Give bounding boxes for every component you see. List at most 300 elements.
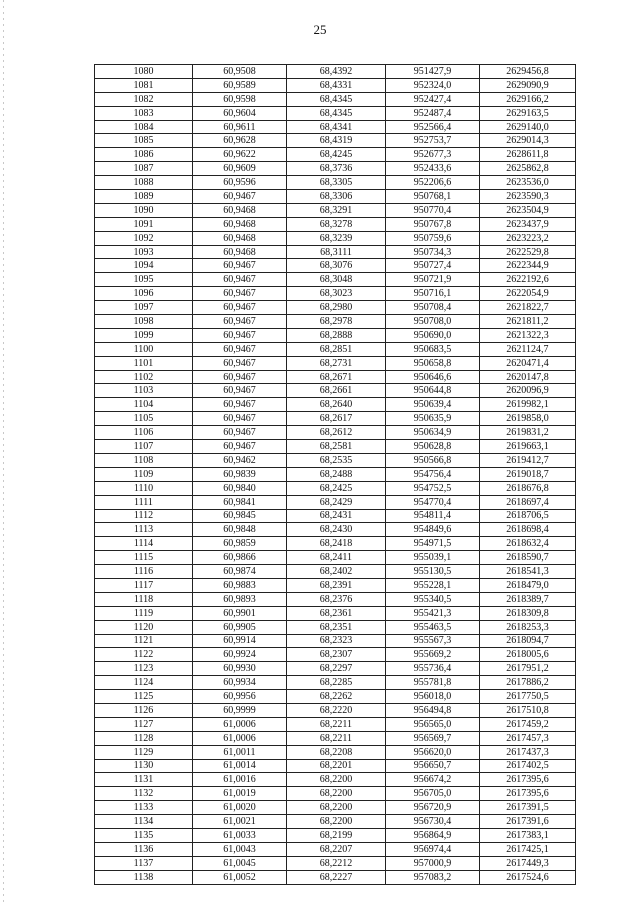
x-coordinate-cell: 955669,2 — [386, 648, 480, 662]
longitude-cell: 68,2200 — [287, 815, 386, 829]
table-row — [95, 273, 576, 287]
table-row — [95, 676, 576, 690]
y-coordinate-cell: 2617395,6 — [480, 787, 576, 801]
table-row — [95, 648, 576, 662]
longitude-cell: 68,2307 — [287, 648, 386, 662]
table-row — [95, 328, 576, 342]
point-number-cell: 1102 — [95, 370, 193, 384]
longitude-cell: 68,2391 — [287, 578, 386, 592]
table-row — [95, 370, 576, 384]
longitude-cell: 68,2980 — [287, 301, 386, 315]
point-number-cell: 1138 — [95, 870, 193, 884]
latitude-cell: 60,9934 — [193, 676, 287, 690]
x-coordinate-cell: 955736,4 — [386, 662, 480, 676]
y-coordinate-cell: 2617437,3 — [480, 745, 576, 759]
y-coordinate-cell: 2629014,3 — [480, 134, 576, 148]
latitude-cell: 60,9893 — [193, 592, 287, 606]
longitude-cell: 68,2488 — [287, 467, 386, 481]
longitude-cell: 68,2429 — [287, 495, 386, 509]
table-row — [95, 578, 576, 592]
table-row — [95, 231, 576, 245]
point-number-cell: 1080 — [95, 65, 193, 79]
longitude-cell: 68,2431 — [287, 509, 386, 523]
x-coordinate-cell: 950716,1 — [386, 287, 480, 301]
y-coordinate-cell: 2617449,3 — [480, 856, 576, 870]
longitude-cell: 68,4345 — [287, 92, 386, 106]
coordinates-table-body — [95, 65, 576, 885]
table-row — [95, 356, 576, 370]
x-coordinate-cell: 950635,9 — [386, 412, 480, 426]
longitude-cell: 68,4345 — [287, 106, 386, 120]
latitude-cell: 60,9467 — [193, 315, 287, 329]
latitude-cell: 60,9467 — [193, 287, 287, 301]
y-coordinate-cell: 2620147,8 — [480, 370, 576, 384]
longitude-cell: 68,4245 — [287, 148, 386, 162]
point-number-cell: 1083 — [95, 106, 193, 120]
table-row — [95, 426, 576, 440]
table-row — [95, 315, 576, 329]
longitude-cell: 68,3291 — [287, 203, 386, 217]
x-coordinate-cell: 954752,5 — [386, 481, 480, 495]
latitude-cell: 61,0021 — [193, 815, 287, 829]
y-coordinate-cell: 2618479,0 — [480, 578, 576, 592]
table-row — [95, 495, 576, 509]
x-coordinate-cell: 950658,8 — [386, 356, 480, 370]
longitude-cell: 68,3076 — [287, 259, 386, 273]
point-number-cell: 1099 — [95, 328, 193, 342]
latitude-cell: 60,9598 — [193, 92, 287, 106]
table-row — [95, 690, 576, 704]
table-row — [95, 440, 576, 454]
y-coordinate-cell: 2621322,3 — [480, 328, 576, 342]
table-row — [95, 620, 576, 634]
point-number-cell: 1095 — [95, 273, 193, 287]
longitude-cell: 68,3736 — [287, 162, 386, 176]
x-coordinate-cell: 952677,3 — [386, 148, 480, 162]
longitude-cell: 68,4341 — [287, 120, 386, 134]
x-coordinate-cell: 956494,8 — [386, 703, 480, 717]
table-row — [95, 759, 576, 773]
y-coordinate-cell: 2617951,2 — [480, 662, 576, 676]
latitude-cell: 60,9841 — [193, 495, 287, 509]
x-coordinate-cell: 955039,1 — [386, 551, 480, 565]
x-coordinate-cell: 955421,3 — [386, 606, 480, 620]
longitude-cell: 68,2227 — [287, 870, 386, 884]
x-coordinate-cell: 952566,4 — [386, 120, 480, 134]
longitude-cell: 68,2425 — [287, 481, 386, 495]
point-number-cell: 1128 — [95, 731, 193, 745]
x-coordinate-cell: 955567,3 — [386, 634, 480, 648]
latitude-cell: 60,9622 — [193, 148, 287, 162]
y-coordinate-cell: 2621822,7 — [480, 301, 576, 315]
x-coordinate-cell: 956730,4 — [386, 815, 480, 829]
y-coordinate-cell: 2621811,2 — [480, 315, 576, 329]
latitude-cell: 60,9845 — [193, 509, 287, 523]
latitude-cell: 60,9468 — [193, 217, 287, 231]
latitude-cell: 60,9999 — [193, 703, 287, 717]
latitude-cell: 60,9467 — [193, 301, 287, 315]
latitude-cell: 61,0019 — [193, 787, 287, 801]
longitude-cell: 68,4392 — [287, 65, 386, 79]
latitude-cell: 60,9883 — [193, 578, 287, 592]
x-coordinate-cell: 952753,7 — [386, 134, 480, 148]
longitude-cell: 68,2978 — [287, 315, 386, 329]
latitude-cell: 60,9924 — [193, 648, 287, 662]
page-number: 25 — [313, 22, 327, 37]
longitude-cell: 68,2262 — [287, 690, 386, 704]
table-row — [95, 481, 576, 495]
longitude-cell: 68,2212 — [287, 856, 386, 870]
point-number-cell: 1110 — [95, 481, 193, 495]
point-number-cell: 1124 — [95, 676, 193, 690]
longitude-cell: 68,3278 — [287, 217, 386, 231]
point-number-cell: 1086 — [95, 148, 193, 162]
latitude-cell: 60,9874 — [193, 565, 287, 579]
point-number-cell: 1131 — [95, 773, 193, 787]
y-coordinate-cell: 2617750,5 — [480, 690, 576, 704]
x-coordinate-cell: 950566,8 — [386, 453, 480, 467]
point-number-cell: 1082 — [95, 92, 193, 106]
table-row — [95, 134, 576, 148]
table-row — [95, 106, 576, 120]
x-coordinate-cell: 956720,9 — [386, 801, 480, 815]
table-row — [95, 509, 576, 523]
x-coordinate-cell: 955228,1 — [386, 578, 480, 592]
point-number-cell: 1112 — [95, 509, 193, 523]
latitude-cell: 60,9609 — [193, 162, 287, 176]
x-coordinate-cell: 952206,6 — [386, 176, 480, 190]
x-coordinate-cell: 950708,0 — [386, 315, 480, 329]
point-number-cell: 1116 — [95, 565, 193, 579]
latitude-cell: 60,9467 — [193, 426, 287, 440]
longitude-cell: 68,3306 — [287, 190, 386, 204]
table-row — [95, 217, 576, 231]
x-coordinate-cell: 950767,8 — [386, 217, 480, 231]
x-coordinate-cell: 956974,4 — [386, 842, 480, 856]
point-number-cell: 1106 — [95, 426, 193, 440]
latitude-cell: 60,9468 — [193, 203, 287, 217]
point-number-cell: 1098 — [95, 315, 193, 329]
latitude-cell: 61,0033 — [193, 828, 287, 842]
y-coordinate-cell: 2617402,5 — [480, 759, 576, 773]
table-row — [95, 176, 576, 190]
x-coordinate-cell: 956674,2 — [386, 773, 480, 787]
point-number-cell: 1135 — [95, 828, 193, 842]
latitude-cell: 61,0020 — [193, 801, 287, 815]
x-coordinate-cell: 950768,1 — [386, 190, 480, 204]
y-coordinate-cell: 2617391,6 — [480, 815, 576, 829]
table-row — [95, 120, 576, 134]
x-coordinate-cell: 957083,2 — [386, 870, 480, 884]
latitude-cell: 61,0006 — [193, 731, 287, 745]
latitude-cell: 60,9467 — [193, 356, 287, 370]
x-coordinate-cell: 950690,0 — [386, 328, 480, 342]
table-row — [95, 773, 576, 787]
table-row — [95, 815, 576, 829]
y-coordinate-cell: 2619831,2 — [480, 426, 576, 440]
y-coordinate-cell: 2619663,1 — [480, 440, 576, 454]
longitude-cell: 68,2201 — [287, 759, 386, 773]
point-number-cell: 1090 — [95, 203, 193, 217]
latitude-cell: 60,9467 — [193, 342, 287, 356]
y-coordinate-cell: 2623536,0 — [480, 176, 576, 190]
point-number-cell: 1101 — [95, 356, 193, 370]
table-row — [95, 412, 576, 426]
longitude-cell: 68,3048 — [287, 273, 386, 287]
point-number-cell: 1096 — [95, 287, 193, 301]
table-row — [95, 592, 576, 606]
x-coordinate-cell: 956018,0 — [386, 690, 480, 704]
point-number-cell: 1091 — [95, 217, 193, 231]
longitude-cell: 68,3111 — [287, 245, 386, 259]
x-coordinate-cell: 950639,4 — [386, 398, 480, 412]
latitude-cell: 61,0014 — [193, 759, 287, 773]
table-row — [95, 245, 576, 259]
table-row — [95, 662, 576, 676]
table-row — [95, 384, 576, 398]
table-row — [95, 398, 576, 412]
latitude-cell: 60,9467 — [193, 328, 287, 342]
latitude-cell: 60,9467 — [193, 259, 287, 273]
y-coordinate-cell: 2617425,1 — [480, 842, 576, 856]
y-coordinate-cell: 2617383,1 — [480, 828, 576, 842]
latitude-cell: 60,9467 — [193, 398, 287, 412]
y-coordinate-cell: 2620096,9 — [480, 384, 576, 398]
longitude-cell: 68,2851 — [287, 342, 386, 356]
y-coordinate-cell: 2621124,7 — [480, 342, 576, 356]
x-coordinate-cell: 955781,8 — [386, 676, 480, 690]
x-coordinate-cell: 950727,4 — [386, 259, 480, 273]
point-number-cell: 1130 — [95, 759, 193, 773]
x-coordinate-cell: 954971,5 — [386, 537, 480, 551]
longitude-cell: 68,2285 — [287, 676, 386, 690]
y-coordinate-cell: 2629163,5 — [480, 106, 576, 120]
table-row — [95, 523, 576, 537]
x-coordinate-cell: 950721,9 — [386, 273, 480, 287]
y-coordinate-cell: 2629166,2 — [480, 92, 576, 106]
point-number-cell: 1087 — [95, 162, 193, 176]
table-row — [95, 842, 576, 856]
longitude-cell: 68,3239 — [287, 231, 386, 245]
point-number-cell: 1115 — [95, 551, 193, 565]
table-row — [95, 870, 576, 884]
latitude-cell: 60,9467 — [193, 412, 287, 426]
latitude-cell: 60,9956 — [193, 690, 287, 704]
x-coordinate-cell: 950644,8 — [386, 384, 480, 398]
point-number-cell: 1125 — [95, 690, 193, 704]
table-row — [95, 342, 576, 356]
point-number-cell: 1129 — [95, 745, 193, 759]
longitude-cell: 68,2418 — [287, 537, 386, 551]
latitude-cell: 60,9467 — [193, 370, 287, 384]
longitude-cell: 68,2208 — [287, 745, 386, 759]
latitude-cell: 61,0006 — [193, 717, 287, 731]
y-coordinate-cell: 2617391,5 — [480, 801, 576, 815]
y-coordinate-cell: 2618253,3 — [480, 620, 576, 634]
point-number-cell: 1081 — [95, 78, 193, 92]
latitude-cell: 60,9468 — [193, 245, 287, 259]
table-row — [95, 92, 576, 106]
latitude-cell: 60,9596 — [193, 176, 287, 190]
y-coordinate-cell: 2617459,2 — [480, 717, 576, 731]
point-number-cell: 1121 — [95, 634, 193, 648]
point-number-cell: 1092 — [95, 231, 193, 245]
y-coordinate-cell: 2618698,4 — [480, 523, 576, 537]
point-number-cell: 1094 — [95, 259, 193, 273]
table-row — [95, 787, 576, 801]
y-coordinate-cell: 2625862,8 — [480, 162, 576, 176]
longitude-cell: 68,2199 — [287, 828, 386, 842]
y-coordinate-cell: 2618706,5 — [480, 509, 576, 523]
latitude-cell: 61,0016 — [193, 773, 287, 787]
longitude-cell: 68,2731 — [287, 356, 386, 370]
x-coordinate-cell: 952433,6 — [386, 162, 480, 176]
x-coordinate-cell: 952427,4 — [386, 92, 480, 106]
latitude-cell: 60,9840 — [193, 481, 287, 495]
table-row — [95, 703, 576, 717]
longitude-cell: 68,4331 — [287, 78, 386, 92]
y-coordinate-cell: 2618389,7 — [480, 592, 576, 606]
point-number-cell: 1088 — [95, 176, 193, 190]
x-coordinate-cell: 956565,0 — [386, 717, 480, 731]
y-coordinate-cell: 2622192,6 — [480, 273, 576, 287]
point-number-cell: 1117 — [95, 578, 193, 592]
longitude-cell: 68,2220 — [287, 703, 386, 717]
longitude-cell: 68,2376 — [287, 592, 386, 606]
longitude-cell: 68,2671 — [287, 370, 386, 384]
y-coordinate-cell: 2623504,9 — [480, 203, 576, 217]
y-coordinate-cell: 2618590,7 — [480, 551, 576, 565]
x-coordinate-cell: 950646,6 — [386, 370, 480, 384]
y-coordinate-cell: 2622529,8 — [480, 245, 576, 259]
x-coordinate-cell: 956705,0 — [386, 787, 480, 801]
point-number-cell: 1123 — [95, 662, 193, 676]
point-number-cell: 1133 — [95, 801, 193, 815]
point-number-cell: 1108 — [95, 453, 193, 467]
longitude-cell: 68,2200 — [287, 787, 386, 801]
coordinates-table — [94, 64, 576, 885]
longitude-cell: 68,2361 — [287, 606, 386, 620]
longitude-cell: 68,2411 — [287, 551, 386, 565]
y-coordinate-cell: 2617524,6 — [480, 870, 576, 884]
latitude-cell: 60,9905 — [193, 620, 287, 634]
point-number-cell: 1136 — [95, 842, 193, 856]
point-number-cell: 1105 — [95, 412, 193, 426]
table-row — [95, 203, 576, 217]
table-row — [95, 65, 576, 79]
longitude-cell: 68,2430 — [287, 523, 386, 537]
longitude-cell: 68,2640 — [287, 398, 386, 412]
longitude-cell: 68,3023 — [287, 287, 386, 301]
latitude-cell: 61,0043 — [193, 842, 287, 856]
x-coordinate-cell: 955463,5 — [386, 620, 480, 634]
point-number-cell: 1104 — [95, 398, 193, 412]
longitude-cell: 68,2351 — [287, 620, 386, 634]
latitude-cell: 60,9468 — [193, 231, 287, 245]
y-coordinate-cell: 2619018,7 — [480, 467, 576, 481]
latitude-cell: 60,9604 — [193, 106, 287, 120]
table-row — [95, 745, 576, 759]
point-number-cell: 1084 — [95, 120, 193, 134]
latitude-cell: 60,9467 — [193, 273, 287, 287]
point-number-cell: 1085 — [95, 134, 193, 148]
latitude-cell: 60,9848 — [193, 523, 287, 537]
y-coordinate-cell: 2628611,8 — [480, 148, 576, 162]
latitude-cell: 60,9508 — [193, 65, 287, 79]
y-coordinate-cell: 2618309,8 — [480, 606, 576, 620]
y-coordinate-cell: 2617457,3 — [480, 731, 576, 745]
x-coordinate-cell: 957000,9 — [386, 856, 480, 870]
y-coordinate-cell: 2619412,7 — [480, 453, 576, 467]
x-coordinate-cell: 955340,5 — [386, 592, 480, 606]
y-coordinate-cell: 2618697,4 — [480, 495, 576, 509]
y-coordinate-cell: 2623590,3 — [480, 190, 576, 204]
point-number-cell: 1113 — [95, 523, 193, 537]
latitude-cell: 61,0011 — [193, 745, 287, 759]
x-coordinate-cell: 955130,5 — [386, 565, 480, 579]
x-coordinate-cell: 954770,4 — [386, 495, 480, 509]
point-number-cell: 1119 — [95, 606, 193, 620]
longitude-cell: 68,2535 — [287, 453, 386, 467]
table-row — [95, 634, 576, 648]
x-coordinate-cell: 954811,4 — [386, 509, 480, 523]
x-coordinate-cell: 952324,0 — [386, 78, 480, 92]
x-coordinate-cell: 952487,4 — [386, 106, 480, 120]
point-number-cell: 1122 — [95, 648, 193, 662]
table-row — [95, 301, 576, 315]
y-coordinate-cell: 2623437,9 — [480, 217, 576, 231]
point-number-cell: 1109 — [95, 467, 193, 481]
point-number-cell: 1127 — [95, 717, 193, 731]
table-row — [95, 190, 576, 204]
latitude-cell: 60,9914 — [193, 634, 287, 648]
latitude-cell: 60,9930 — [193, 662, 287, 676]
latitude-cell: 61,0052 — [193, 870, 287, 884]
x-coordinate-cell: 954849,6 — [386, 523, 480, 537]
point-number-cell: 1118 — [95, 592, 193, 606]
y-coordinate-cell: 2618676,8 — [480, 481, 576, 495]
y-coordinate-cell: 2617395,6 — [480, 773, 576, 787]
y-coordinate-cell: 2617510,8 — [480, 703, 576, 717]
longitude-cell: 68,2200 — [287, 801, 386, 815]
table-row — [95, 287, 576, 301]
table-row — [95, 565, 576, 579]
y-coordinate-cell: 2618632,4 — [480, 537, 576, 551]
table-row — [95, 801, 576, 815]
y-coordinate-cell: 2619982,1 — [480, 398, 576, 412]
x-coordinate-cell: 950628,8 — [386, 440, 480, 454]
x-coordinate-cell: 951427,9 — [386, 65, 480, 79]
table-row — [95, 148, 576, 162]
longitude-cell: 68,2581 — [287, 440, 386, 454]
latitude-cell: 60,9589 — [193, 78, 287, 92]
latitude-cell: 60,9467 — [193, 384, 287, 398]
point-number-cell: 1100 — [95, 342, 193, 356]
longitude-cell: 68,3305 — [287, 176, 386, 190]
table-row — [95, 259, 576, 273]
point-number-cell: 1097 — [95, 301, 193, 315]
table-row — [95, 717, 576, 731]
y-coordinate-cell: 2619858,0 — [480, 412, 576, 426]
table-row — [95, 453, 576, 467]
longitude-cell: 68,4319 — [287, 134, 386, 148]
x-coordinate-cell: 956650,7 — [386, 759, 480, 773]
longitude-cell: 68,2211 — [287, 731, 386, 745]
table-row — [95, 78, 576, 92]
latitude-cell: 60,9901 — [193, 606, 287, 620]
point-number-cell: 1111 — [95, 495, 193, 509]
x-coordinate-cell: 956864,9 — [386, 828, 480, 842]
